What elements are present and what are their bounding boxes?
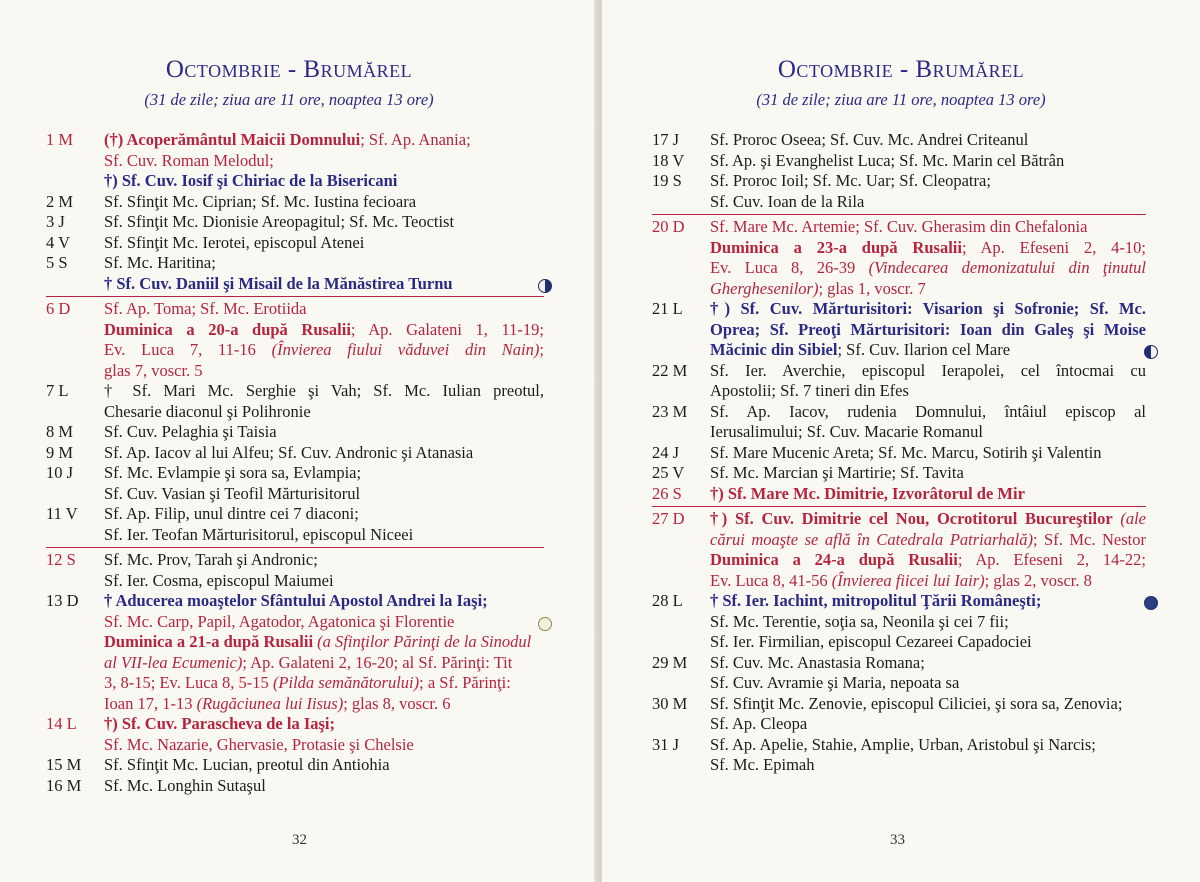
entry-date: 3 J (46, 212, 65, 231)
entry-date: 30 M (652, 693, 688, 713)
text-segment: †) Sf. Cuv. Iosif şi Chiriac de la Bisericani (104, 171, 398, 190)
text-segment: glas 7, voscr. 5 (104, 360, 203, 380)
entry-line (104, 776, 544, 797)
entry-date: 17 J (652, 130, 680, 149)
entry-line (710, 279, 1146, 300)
text-segment: ; Ap. Galateni 2, 16-20; al Sf. Părinţi: Tit (242, 652, 513, 672)
entry-date: 23 M (652, 401, 688, 421)
text-segment: ; Sf. Mc. Nestor (1032, 529, 1146, 549)
entry-line (104, 463, 544, 484)
text-segment: †) Sf. Cuv. Mărturisitori: Visarion şi Sofronie; Sf. Mc. (710, 299, 1146, 318)
entry-line (104, 443, 544, 464)
entry-line (710, 192, 1146, 213)
calendar-entry (46, 547, 544, 591)
text-segment: Sf. Mc. Carp, Papil, Agatodor, Agatonica şi Florentie (104, 611, 455, 631)
entry-line (104, 484, 544, 505)
entry-line (710, 714, 1146, 735)
text-segment: Sf. Sfinţit Mc. Zenovie, episcopul Ciliciei, şi sora sa, Zenovia; (710, 693, 1123, 713)
page-number: 33 (890, 832, 905, 848)
entry-line (104, 550, 544, 571)
text-segment: Duminica a 21-a după Rusalii (104, 632, 314, 651)
entry-line (104, 130, 544, 151)
text-segment: Ev. Luca 8, 41-56 (710, 570, 832, 590)
calendar-entry (652, 130, 1146, 151)
entry-date: 16 M (46, 775, 82, 795)
entry-text (710, 130, 1146, 151)
entry-line (104, 233, 544, 254)
entry-date: 15 M (46, 755, 82, 774)
entry-line (710, 130, 1146, 151)
entry-text (710, 299, 1146, 361)
text-segment: Duminica a 20-a după Rusalii (104, 319, 351, 339)
text-segment: ; Ap. Galateni 1, 11-19; (350, 319, 544, 339)
entry-text (710, 694, 1146, 735)
entry-date: 14 L (46, 714, 77, 733)
entry-date: 7 L (46, 381, 69, 400)
entry-date: 27 D (652, 509, 685, 528)
text-segment: †) Sf. Cuv. Dimitrie cel Nou, Ocrotitorul Bucureştilor (710, 509, 1113, 528)
text-segment: ; Ap. Efeseni 2, 4-10; (961, 237, 1146, 257)
text-segment: ; glas 2, voscr. 8 (984, 570, 1092, 590)
calendar-entry (652, 151, 1146, 172)
entry-line (104, 571, 544, 592)
entry-date: 22 M (652, 360, 688, 380)
text-segment: ; (539, 340, 544, 359)
entry-line (104, 151, 544, 172)
entry-text (710, 591, 1146, 653)
text-segment: Ierusalimului; Sf. Cuv. Macarie Romanul (710, 422, 983, 441)
entry-line (710, 151, 1146, 172)
entry-line (104, 192, 544, 213)
entry-text (710, 361, 1146, 402)
calendar-list (652, 130, 1146, 776)
calendar-entry (652, 214, 1146, 299)
entry-text (104, 422, 544, 443)
entry-line (710, 653, 1146, 674)
text-segment: Sf. Ier. Teofan Mărturisitorul, episcopul Niceei (104, 524, 414, 544)
text-segment: Sf. Cuv. Vasian şi Teofil Mărturisitorul (104, 483, 361, 503)
entry-line (104, 340, 544, 361)
text-segment: Duminica a 24-a după Rusalii (710, 550, 958, 569)
entry-line (710, 571, 1146, 592)
entry-line (104, 632, 544, 653)
moon-icon (538, 617, 552, 631)
calendar-entry (46, 296, 544, 381)
entry-text (104, 776, 544, 797)
left-page (0, 0, 598, 882)
entry-line (104, 361, 544, 382)
text-segment: (Vindecarea demonizatului din ţinutul (868, 258, 1146, 277)
entry-text (710, 151, 1146, 172)
calendar-entry (46, 381, 544, 422)
calendar-entry (46, 130, 544, 192)
entry-line (104, 504, 544, 525)
text-segment: Sf. Mc. Terentie, soţia sa, Neonila şi cei 7 fii; (710, 611, 1009, 631)
entry-line (104, 171, 544, 192)
calendar-entry (46, 776, 544, 797)
text-segment: †) Sf. Mare Mc. Dimitrie, Izvorâtorul de Mir (710, 483, 1025, 503)
entry-line (104, 320, 544, 341)
calendar-entry (652, 506, 1146, 591)
entry-line (104, 714, 544, 735)
calendar-entry (652, 402, 1146, 443)
text-segment: Sf. Cuv. Pelaghia şi Taisia (104, 422, 277, 441)
calendar-list (46, 130, 544, 796)
entry-date: 18 V (652, 150, 685, 170)
entry-date: 9 M (46, 442, 74, 462)
entry-line (104, 525, 544, 546)
entry-line (710, 632, 1146, 653)
entry-line (710, 509, 1146, 530)
entry-line (104, 755, 544, 776)
text-segment: (a Sfinţilor Părinţi de la Sinodul (313, 632, 532, 651)
entry-line (710, 238, 1146, 259)
text-segment: Sf. Mc. Prov, Tarah şi Andronic; (104, 550, 318, 569)
entry-line (710, 550, 1146, 571)
text-segment: ; glas 1, voscr. 7 (818, 278, 926, 298)
page-title: Octombrie - Brumărel (777, 56, 1025, 83)
text-segment: Sf. Proroc Oseea; Sf. Cuv. Mc. Andrei Criteanul (710, 130, 1029, 149)
text-segment: Sf. Ap. şi Evanghelist Luca; Sf. Mc. Marin cel Bătrân (710, 150, 1065, 170)
entry-line (710, 591, 1146, 612)
entry-date: 25 V (652, 463, 685, 482)
entry-date: 19 S (652, 171, 682, 190)
entry-text (104, 591, 544, 714)
text-segment: (Pilda semănătorului) (272, 673, 420, 692)
entry-text (104, 130, 544, 192)
text-segment: (†) Acoperământul Maicii Domnului (104, 130, 361, 149)
text-segment: Sf. Mc. Evlampie şi sora sa, Evlampia; (104, 463, 362, 482)
text-segment: (ale (1112, 509, 1146, 528)
entry-date: 5 S (46, 253, 68, 272)
calendar-entry (46, 463, 544, 504)
entry-text (710, 171, 1146, 212)
text-segment: Sf. Cuv. Mc. Anastasia Romana; (710, 652, 925, 672)
entry-line (104, 735, 544, 756)
text-segment: Sf. Ier. Cosma, episcopul Maiumei (104, 570, 334, 590)
calendar-entry (46, 253, 544, 294)
entry-date: 26 S (652, 483, 682, 503)
page-subtitle: (31 de zile; ziua are 11 ore, noaptea 13 ore) (756, 90, 1046, 109)
entry-text (104, 233, 544, 254)
entry-line (710, 320, 1146, 341)
calendar-entry (46, 212, 544, 233)
text-segment: Sf. Mc. Epimah (710, 755, 815, 774)
text-segment: Sf. Sfinţit Mc. Ciprian; Sf. Mc. Iustina fecioara (104, 191, 417, 211)
text-segment: † Sf. Cuv. Daniil şi Misail de la Mănăstirea Turnu (104, 273, 453, 293)
entry-text (710, 443, 1146, 464)
calendar-entry (652, 463, 1146, 484)
text-segment: †) Sf. Cuv. Parascheva de la Iaşi; (104, 714, 335, 733)
text-segment: (Rugăciunea lui Iisus) (196, 693, 344, 713)
text-segment: Sf. Ap. Iacov al lui Alfeu; Sf. Cuv. Andronic şi Atanasia (104, 442, 474, 462)
entry-text (710, 509, 1146, 591)
text-segment: Sf. Mare Mucenic Areta; Sf. Mc. Marcu, Sotirih şi Valentin (710, 442, 1102, 462)
entry-line (710, 258, 1146, 279)
entry-line (104, 591, 544, 612)
entry-line (710, 361, 1146, 382)
text-segment: Ioan 17, 1-13 (104, 693, 197, 713)
text-segment: Sf. Ap. Apelie, Stahie, Amplie, Urban, Aristobul şi Narcis; (710, 734, 1096, 754)
text-segment: Sf. Ier. Averchie, episcopul Ierapolei, cel întocmai cu (710, 360, 1146, 380)
calendar-entry (652, 484, 1146, 505)
text-segment: Sf. Ap. Cleopa (710, 714, 808, 733)
entry-text (710, 463, 1146, 484)
entry-line (104, 694, 544, 715)
entry-date: 11 V (46, 504, 78, 523)
entry-line (710, 463, 1146, 484)
right-page (602, 0, 1200, 882)
entry-line (104, 422, 544, 443)
entry-text (104, 755, 544, 776)
entry-date: 10 J (46, 463, 74, 482)
entry-date: 28 L (652, 591, 683, 610)
calendar-entry (652, 591, 1146, 653)
text-segment: † Aducerea moaştelor Sfântului Apostol Andrei la Iaşi; (104, 591, 488, 610)
entry-line (710, 299, 1146, 320)
entry-line (104, 299, 544, 320)
entry-line (104, 673, 544, 694)
entry-line (104, 402, 544, 423)
text-segment: cărui moaşte se află în Catedrala Patriarhală) (710, 529, 1033, 549)
entry-date: 20 D (652, 217, 685, 236)
entry-text (104, 253, 544, 294)
calendar-entry (652, 361, 1146, 402)
calendar-entry (46, 192, 544, 213)
entry-line (710, 443, 1146, 464)
entry-text (710, 735, 1146, 776)
text-segment: ; a Sf. Părinţi: (419, 673, 511, 692)
entry-line (710, 340, 1146, 361)
text-segment: Apostolii; Sf. 7 tineri din Efes (710, 381, 909, 400)
entry-line (710, 735, 1146, 756)
entry-text (104, 463, 544, 504)
entry-line (710, 530, 1146, 551)
entry-line (710, 673, 1146, 694)
entry-date: 24 J (652, 442, 680, 462)
text-segment: Ev. Luca 8, 26-39 (710, 258, 869, 277)
entry-line (710, 694, 1146, 715)
text-segment: ; Sf. Ap. Anania; (360, 130, 471, 149)
entry-line (710, 612, 1146, 633)
entry-date: 4 V (46, 232, 70, 252)
calendar-entry (46, 504, 544, 545)
text-segment: Sf. Sfinţit Mc. Ierotei, episcopul Atenei (104, 232, 365, 252)
entry-date: 2 M (46, 191, 74, 211)
first-quarter-icon (1144, 345, 1158, 359)
page-subtitle: (31 de zile; ziua are 11 ore, noaptea 13 ore) (144, 90, 434, 109)
calendar-entry (46, 755, 544, 776)
text-segment: Sf. Cuv. Avramie şi Maria, nepoata sa (710, 673, 960, 692)
entry-line (710, 171, 1146, 192)
entry-line (710, 381, 1146, 402)
calendar-entry (652, 694, 1146, 735)
entry-text (104, 443, 544, 464)
entry-text (104, 550, 544, 591)
entry-text (710, 217, 1146, 299)
text-segment: Sf. Mc. Nazarie, Ghervasie, Protasie şi Chelsie (104, 734, 414, 754)
entry-text (710, 402, 1146, 443)
text-segment: Sf. Ap. Toma; Sf. Mc. Erotiida (104, 299, 307, 318)
text-segment: Sf. Sfinţit Mc. Lucian, preotul din Antiohia (104, 755, 390, 774)
entry-text (104, 192, 544, 213)
entry-text (710, 653, 1146, 694)
entry-text (104, 299, 544, 381)
text-segment: Sf. Ap. Filip, unul dintre cei 7 diaconi; (104, 504, 359, 523)
entry-date: 1 M (46, 130, 74, 149)
text-segment: † Sf. Mari Mc. Serghie şi Vah; Sf. Mc. Iulian preotul, (104, 381, 544, 400)
calendar-entry (652, 171, 1146, 212)
text-segment: Chesarie diaconul şi Polihronie (104, 401, 311, 421)
text-segment: Sf. Ier. Firmilian, episcopul Cezareei Capadociei (710, 632, 1032, 651)
page-title: Octombrie - Brumărel (165, 56, 413, 83)
entry-date: 21 L (652, 299, 683, 318)
text-segment: Sf. Cuv. Ioan de la Rila (710, 191, 865, 211)
text-segment: (Învierea fiului văduvei din Nain) (271, 340, 540, 359)
entry-line (710, 422, 1146, 443)
entry-line (710, 484, 1146, 505)
new-moon-icon (1144, 596, 1158, 610)
entry-line (104, 381, 544, 402)
entry-text (104, 212, 544, 233)
entry-line (104, 653, 544, 674)
text-segment: 3, 8-15; Ev. Luca 8, 5-15 (104, 673, 273, 692)
text-segment: Sf. Proroc Ioil; Sf. Mc. Uar; Sf. Cleopatra; (710, 171, 991, 190)
text-segment: ; Sf. Cuv. Ilarion cel Mare (837, 340, 1011, 359)
text-segment: Sf. Mc. Marcian şi Martirie; Sf. Tavita (710, 463, 964, 482)
entry-line (710, 217, 1146, 238)
entry-date: 12 S (46, 550, 76, 569)
text-segment: Sf. Ap. Iacov, rudenia Domnului, întâiul episcop al (710, 401, 1146, 421)
text-segment: Sf. Mc. Haritina; (104, 253, 216, 272)
entry-text (104, 504, 544, 545)
text-segment: Sf. Cuv. Roman Melodul; (104, 150, 274, 170)
calendar-entry (46, 714, 544, 755)
text-segment: Sf. Sfinţit Mc. Dionisie Areopagitul; Sf. Mc. Teoctist (104, 212, 455, 231)
entry-line (710, 402, 1146, 423)
entry-text (104, 714, 544, 755)
text-segment: ; glas 8, voscr. 6 (343, 693, 451, 713)
entry-text (104, 381, 544, 422)
entry-date: 13 D (46, 591, 79, 610)
entry-date: 8 M (46, 422, 74, 441)
page-number: 32 (292, 832, 307, 848)
text-segment: Sf. Mc. Longhin Sutaşul (104, 775, 266, 795)
calendar-entry (46, 443, 544, 464)
text-segment: Oprea; Sf. Preoţi Mărturisitori: Ioan din Galeş şi Moise (710, 319, 1146, 339)
calendar-entry (652, 299, 1146, 361)
entry-line (710, 755, 1146, 776)
calendar-entry (652, 653, 1146, 694)
entry-line (104, 274, 544, 295)
calendar-entry (652, 443, 1146, 464)
entry-text (710, 484, 1146, 505)
entry-line (104, 612, 544, 633)
text-segment: ; Ap. Efeseni 2, 14-22; (957, 550, 1146, 569)
text-segment: Gherghesenilor) (710, 278, 819, 298)
calendar-entry (46, 422, 544, 443)
text-segment: † Sf. Ier. Iachint, mitropolitul Ţării Româneşti; (710, 591, 1042, 610)
calendar-entry (46, 591, 544, 714)
text-segment: al VII-lea Ecumenic) (104, 652, 243, 672)
calendar-entry (46, 233, 544, 254)
last-quarter-icon (538, 279, 552, 293)
entry-date: 6 D (46, 299, 71, 318)
entry-date: 29 M (652, 652, 688, 672)
entry-line (104, 253, 544, 274)
text-segment: (Învierea fiicei lui Iair) (831, 570, 985, 590)
entry-line (104, 212, 544, 233)
calendar-entry (652, 735, 1146, 776)
text-segment: Ev. Luca 7, 11-16 (104, 340, 272, 359)
text-segment: Măcinic din Sibiel (710, 340, 838, 359)
entry-date: 31 J (652, 734, 680, 754)
text-segment: Duminica a 23-a după Rusalii (710, 237, 962, 257)
text-segment: Sf. Mare Mc. Artemie; Sf. Cuv. Gherasim din Chefalonia (710, 217, 1088, 236)
